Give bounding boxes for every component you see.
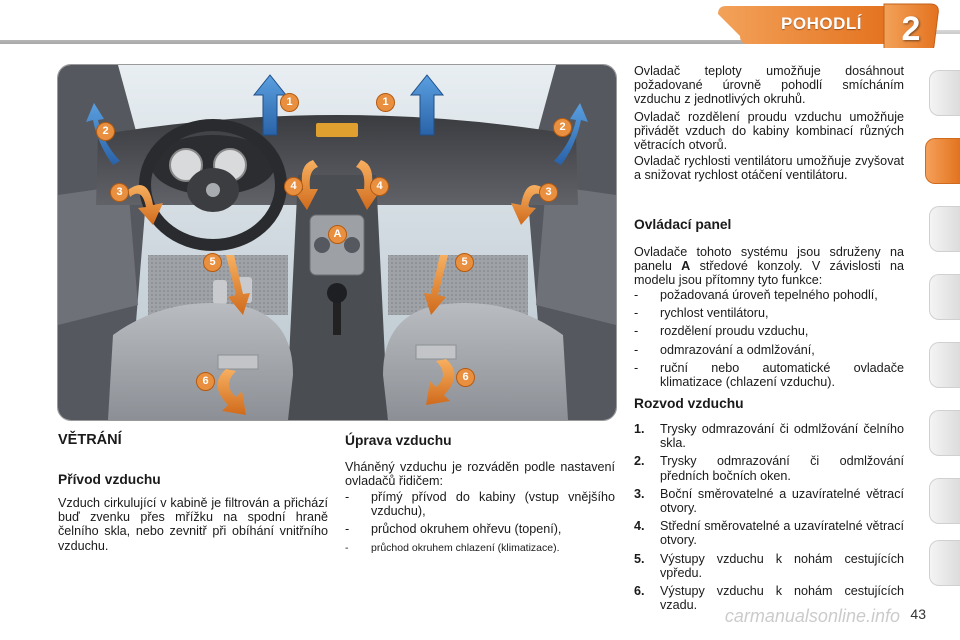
list-item: 3. Boční směrovatelné a uzavíratelné větrací otvory. bbox=[634, 486, 904, 516]
list-item: - průchod okruhem ohřevu (topení), bbox=[345, 522, 562, 537]
list-item: - ruční nebo automatické ovladače klimatizace (chlazení vzduchu). bbox=[634, 360, 904, 390]
air-treatment-heading: Úprava vzduchu bbox=[345, 433, 452, 448]
list-item: - průchod okruhem chlazení (klimatizace). bbox=[345, 541, 560, 554]
callout-6-left: 6 bbox=[196, 372, 215, 391]
chapter-tab-8[interactable] bbox=[929, 540, 960, 586]
list-item: - odmrazování a odmlžování, bbox=[634, 342, 815, 357]
list-item: 6. Výstupy vzduchu k nohám cestujících vzadu. bbox=[634, 584, 904, 613]
page-number: 43 bbox=[910, 606, 926, 622]
chapter-tab-2-active[interactable] bbox=[925, 138, 960, 184]
chapter-tab-5[interactable] bbox=[929, 342, 960, 388]
header-bar bbox=[0, 0, 960, 48]
air-distribution-list bbox=[634, 422, 904, 616]
callout-6-right: 6 bbox=[456, 368, 475, 387]
temperature-control-paragraph: Ovladač teploty umožňuje dosáhnout požadované úrovně pohodlí smícháním vzduchu z jednotlivých okruhů. bbox=[634, 64, 904, 107]
callout-5-left: 5 bbox=[203, 253, 222, 272]
fan-speed-paragraph: Ovladač rychlosti ventilátoru umožňuje zvyšovat a snižovat rychlost otáčení ventilátoru. bbox=[634, 154, 904, 183]
ventilation-heading: VĚTRÁNÍ bbox=[58, 432, 122, 448]
callout-2-left: 2 bbox=[96, 122, 115, 141]
chapter-tab-6[interactable] bbox=[929, 410, 960, 456]
section-title: POHODLÍ bbox=[781, 14, 862, 33]
air-intake-paragraph: Vzduch cirkulující v kabině je filtrován a přichází buď zvenku přes mřížku na spodní hraně čelního skla, nebo zevnitř při obíhání vnitřního vzduchu. bbox=[58, 496, 328, 553]
chapter-number: 2 bbox=[901, 9, 921, 48]
chapter-tab-7[interactable] bbox=[929, 478, 960, 524]
air-distribution-heading: Rozvod vzduchu bbox=[634, 396, 744, 411]
chapter-tab-1[interactable] bbox=[929, 70, 960, 116]
chapter-tab-3[interactable] bbox=[929, 206, 960, 252]
list-item: - rozdělení proudu vzduchu, bbox=[634, 324, 809, 339]
air-treatment-paragraph: Vháněný vzduchu je rozváděn podle nastavení ovladačů řidičem: bbox=[345, 460, 615, 489]
callout-1-right: 1 bbox=[376, 93, 395, 112]
list-item: 2. Trysky odmrazování či odmlžování předních bočních oken. bbox=[634, 454, 904, 483]
callout-1-left: 1 bbox=[280, 93, 299, 112]
callout-a-panel: A bbox=[328, 225, 347, 244]
callout-4-left: 4 bbox=[284, 177, 303, 196]
list-item: - přímý přívod do kabiny (vstup vnějšího vzduchu), bbox=[345, 490, 615, 519]
chapter-tab-4[interactable] bbox=[929, 274, 960, 320]
list-item: 4. Střední směrovatelné a uzavíratelné větrací otvory. bbox=[634, 519, 904, 548]
interior-illustration bbox=[57, 64, 617, 421]
air-intake-heading: Přívod vzduchu bbox=[58, 472, 161, 487]
control-panel-paragraph: Ovladače tohoto systému jsou sdruženy na panelu A středové konzoly. V závislosti na modelu jsou přítomny tyto funkce: bbox=[634, 245, 904, 288]
callout-3-left: 3 bbox=[110, 183, 129, 202]
control-panel-heading: Ovládací panel bbox=[634, 217, 732, 232]
callout-5-right: 5 bbox=[455, 253, 474, 272]
chapter-tabs bbox=[922, 70, 960, 580]
callout-4-right: 4 bbox=[370, 177, 389, 196]
control-panel-list bbox=[634, 288, 904, 393]
air-treatment-list bbox=[345, 490, 615, 559]
airflow-distribution-paragraph: Ovladač rozdělení proudu vzduchu umožňuje přivádět vzduch do kabiny kombinací různých větracích otvorů. bbox=[634, 110, 904, 153]
callout-3-right: 3 bbox=[539, 183, 558, 202]
list-item: 5. Výstupy vzduchu k nohám cestujících vpředu. bbox=[634, 551, 904, 580]
list-item: - rychlost ventilátoru, bbox=[634, 306, 769, 321]
list-item: 1. Trysky odmrazování či odmlžování čelního skla. bbox=[634, 422, 904, 451]
watermark: carmanualsonline.info bbox=[724, 606, 900, 626]
list-item: - požadovaná úroveň tepelného pohodlí, bbox=[634, 288, 878, 302]
callout-2-right: 2 bbox=[553, 118, 572, 137]
